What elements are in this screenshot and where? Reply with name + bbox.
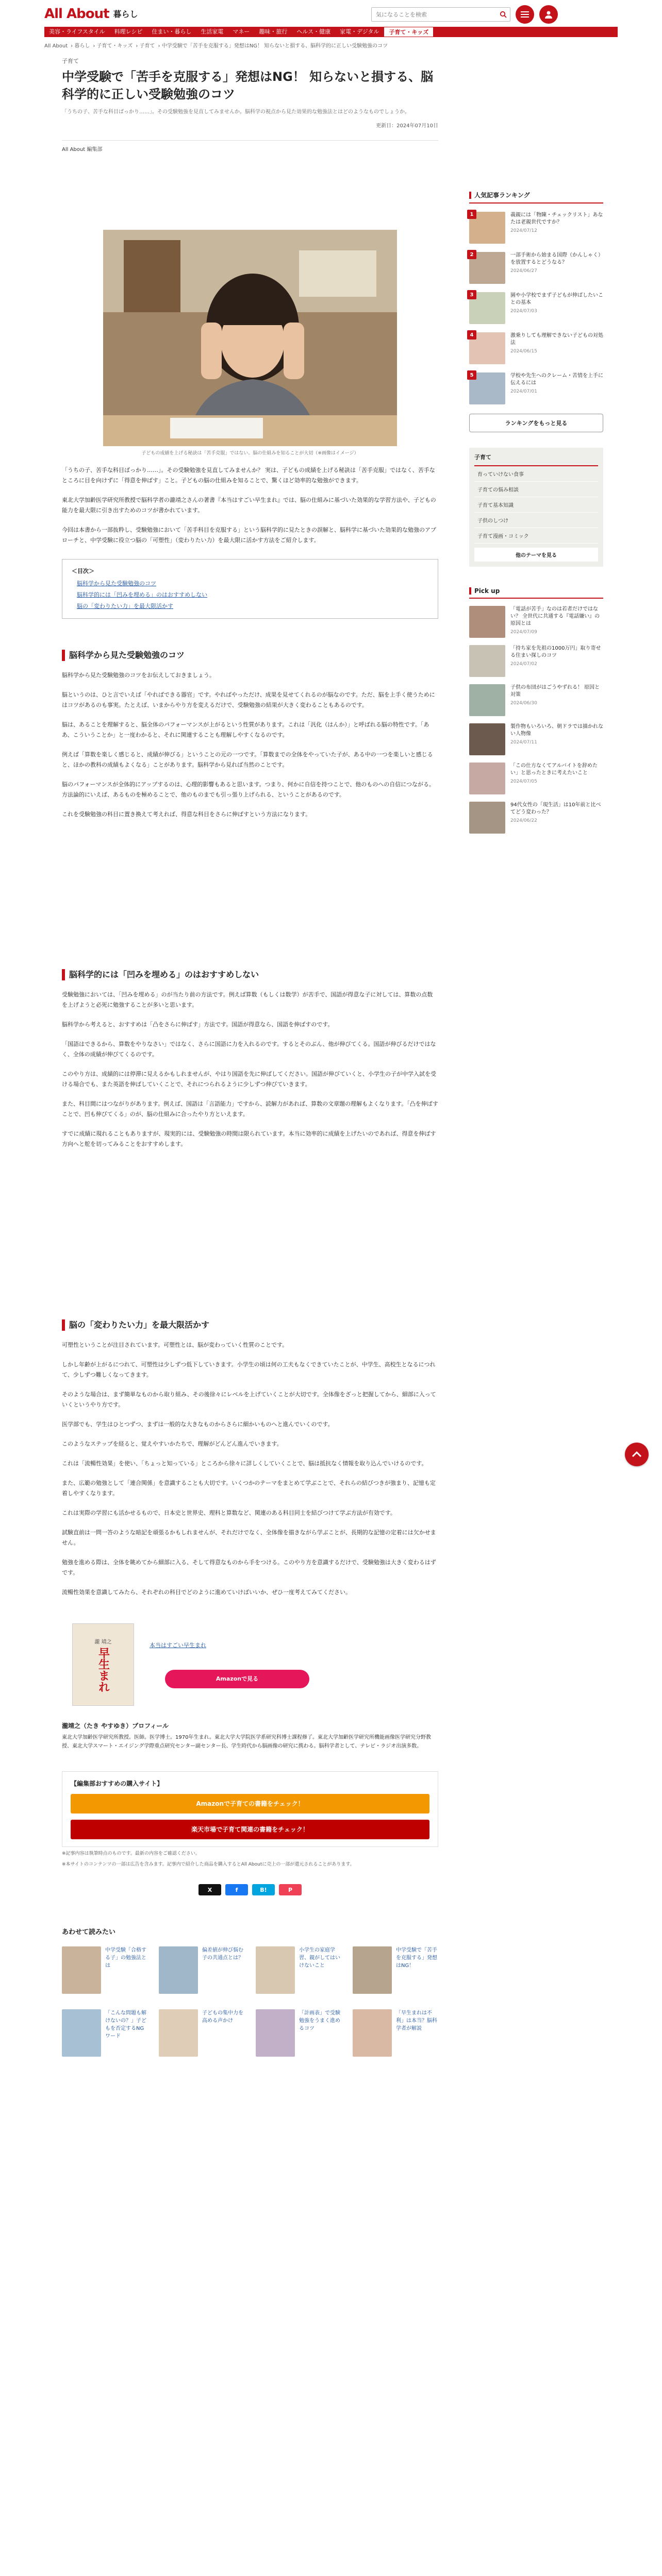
related-item[interactable] — [256, 2009, 341, 2057]
ranking-title[interactable]: 激乗りしても理解できない子どもの対処法 — [510, 333, 603, 346]
brand-name[interactable]: All About — [44, 6, 109, 22]
amazon-view-button[interactable]: Amazonで見る — [165, 1670, 309, 1688]
pickup-item[interactable] — [469, 684, 603, 716]
pickup-section — [469, 587, 603, 834]
pickup-date: 2024/07/09 — [510, 630, 537, 635]
section-1 — [62, 650, 438, 820]
related-title[interactable]: 小学生の家庭学習、親がしてはいけないこと — [299, 1947, 340, 1969]
search-box — [371, 7, 510, 22]
related-title[interactable]: 中学受験で「苦手を克服する」発想はNG！ — [396, 1947, 437, 1969]
breadcrumb-current: 中学受験で「苦手を克服する」発想はNG！ 知らないと損する、脳科学的に正しい受験勉強のコツ — [161, 43, 388, 49]
pickup-title[interactable]: 「この仕方なくてアルバイトを辞めたい」と思ったときに考えたいこと — [510, 763, 598, 776]
article-date: 更新日：2024年07月10日 — [376, 123, 438, 129]
section-paragraph: これを受験勉強の科目に置き換えて考えれば、得意な科目をさらに伸ばすという方法になります。 — [62, 811, 311, 818]
category-item[interactable]: 子育て漫画・コミック — [474, 528, 598, 544]
related-thumbnail — [256, 1946, 295, 1994]
ranking-title[interactable]: 学校や先生へのクレーム・苦情を上手に伝えるには — [510, 373, 603, 386]
toc-item[interactable]: 脳の「変わりたい力」を最大限活かす — [77, 603, 173, 609]
facebook-share-button[interactable]: f — [225, 1884, 248, 1895]
section-paragraph: しかし年齢が上がるにつれて、可塑性は少しずつ低下していきます。小学生の頃は何の工夫もなくできていたことが、中学生、高校生となるにつれて、少しずつ難しくなってきます。 — [62, 1361, 436, 1378]
ranking-date: 2024/06/27 — [510, 268, 537, 274]
breadcrumb-item[interactable]: 子育て・キッズ — [96, 43, 133, 49]
menu-icon — [521, 11, 529, 18]
related-item[interactable] — [62, 2009, 147, 2057]
book-cover[interactable] — [72, 1623, 134, 1706]
section-paragraph: これは「流暢性効果」を使い、「ちょっと知っている」ところから徐々に詳しくしていくことで、脳は抵抗なく情報を取り込んでいけるのです。 — [62, 1460, 427, 1467]
category-more-button[interactable]: 他のテーマを見る — [474, 548, 598, 562]
related-title[interactable]: 子どもの集中力を高める声かけ — [202, 2010, 243, 2024]
category-item[interactable]: 子供のしつけ — [474, 513, 598, 528]
pickup-item[interactable] — [469, 762, 603, 794]
pickup-date: 2024/06/22 — [510, 818, 537, 823]
category-box — [469, 448, 603, 567]
category-item[interactable]: 育っていけない食事 — [474, 466, 598, 482]
profile — [62, 1721, 438, 1751]
ranking-item[interactable] — [469, 212, 603, 244]
nav-item[interactable]: ヘルス・健康 — [296, 28, 331, 35]
x-share-button[interactable]: X — [198, 1884, 221, 1895]
chevron-up-icon — [632, 1451, 642, 1458]
pickup-title[interactable]: 製作物もいろいろ、朝ドラでは描かれない人物像 — [510, 724, 603, 737]
nav-item[interactable]: 料理レシピ — [114, 28, 143, 35]
rank-number: 1 — [467, 210, 476, 219]
pickup-item[interactable] — [469, 802, 603, 834]
related-item[interactable] — [353, 2009, 438, 2057]
menu-button[interactable] — [516, 5, 534, 24]
breadcrumb-item[interactable]: 暮らし — [74, 43, 90, 49]
nav-item[interactable]: 住まい・暮らし — [152, 28, 192, 35]
related-articles — [62, 1926, 438, 2057]
pickup-date: 2024/07/02 — [510, 662, 537, 667]
related-thumbnail — [353, 2009, 392, 2057]
note: ※本サイトのコンテンツの一部は広告を含みます。記事内で紹介した商品を購入するとAll Aboutに売上の一部が還元されることがあります。 — [62, 1862, 355, 1867]
ranking-heading — [469, 191, 603, 204]
section-paragraph: 勉強を進める際は、全体を眺めてから細部に入る、そして得意なものから手をつける。このやり方を意識するだけで、受験勉強は大きく変わるはずです。 — [62, 1559, 436, 1576]
notes — [62, 1850, 438, 1869]
section-paragraph: 脳科学から考えると、おすすめは「凸をさらに伸ばす」方法です。国語が得意なら、国語を伸ばすのです。 — [62, 1021, 334, 1028]
rank-number: 3 — [467, 290, 476, 299]
ranking-heading-text: 人気記事ランキング — [474, 192, 530, 199]
section-paragraph: 脳のパフォーマンスが全体的にアップするのは、心理的影響もあると思います。つまり、何かに自信を持つことで、他のものへの自信につながる。方法論的にいえば、あるものを極めることで、他のものまでも引っ張り上げられる、ということがあるのです。 — [62, 781, 435, 798]
section-paragraph: 「国語はできるから、算数をやりなさい」ではなく、さらに国語に力を入れるのです。するとそのぶん、他が伸びてくる。国語が伸びるだけではなく、全体の成績が伸びてくるのです。 — [62, 1041, 436, 1058]
toc-title: ＜目次＞ — [72, 568, 94, 574]
account-button[interactable] — [539, 5, 558, 24]
pickup-heading — [469, 587, 603, 599]
share-bar — [62, 1884, 438, 1895]
site-header — [0, 0, 662, 41]
pickup-title[interactable]: 子供の布団がはごうやずれる！ 原因と対策 — [510, 685, 600, 698]
book-cover-author: 瀧 靖之 — [94, 1639, 112, 1645]
girl-studying-photo — [103, 230, 397, 446]
hero-caption: 子どもの成績を上げる秘訣は「苦手克服」ではない。脳の仕組みを知ることが大切（※画像はイメージ） — [141, 451, 359, 456]
rakuten-check-button[interactable]: 楽天市場で子育て関連の書籍をチェック！ — [71, 1820, 429, 1839]
ranking-more-button[interactable]: ランキングをもっと見る — [469, 414, 603, 432]
pocket-share-button[interactable]: P — [279, 1884, 302, 1895]
breadcrumb-item[interactable]: All About — [44, 43, 68, 49]
breadcrumb-item[interactable]: 子育て — [139, 43, 155, 49]
pickup-heading-text: Pick up — [474, 587, 500, 595]
book-title-link[interactable]: 本当はすごい早生まれ — [150, 1642, 206, 1649]
category-item[interactable]: 子育て基本知識 — [474, 497, 598, 513]
related-heading: あわせて読みたい — [62, 1928, 116, 1936]
note: ※記事内容は執筆時点のものです。最新の内容をご確認ください。 — [62, 1851, 200, 1856]
related-title[interactable]: 「計画表」で受験勉強をうまく進めるコツ — [299, 2010, 340, 2031]
table-of-contents — [62, 559, 438, 619]
section-paragraph: 可塑性ということが注目されています。可塑性とは、脳が変わっていく性質のことです。 — [62, 1342, 288, 1348]
global-nav — [44, 27, 618, 37]
section-paragraph: このやり方は、成績的には停滞に見えるかもしれませんが、やはり国語を先に伸ばしてください。国語が伸びていくと、小学生の子が中学入試を受ける場合でも、また英語を伸ばしていくことで、それにつられるように少しずつ伸びていきます。 — [62, 1071, 436, 1088]
intro-paragraph: 今回は本書から一部抜粋し、受験勉強において「苦手科目を克服する」という脳科学的に見たときの誤解と、脳科学に基づいた効果的な勉強のアプローチと、中学受験に役立つ脳の「可塑性」（変わりたい力）を最大限に活かす方法をご紹介します。 — [62, 527, 436, 544]
ranking-date: 2024/07/01 — [510, 389, 537, 394]
profile-text: 東北大学加齢医学研究所教授。医師。医学博士。1970年生まれ。東北大学大学院医学系研究科博士課程修了。東北大学加齢医学研究所機能画像医学研究分野教授、東北大学スマート・エイジング学際重点研究センター副センター長、学生時代から脳画像の研究に携わる。脳科学者として、テレビ・ラジオ出演多数。 — [62, 1735, 432, 1749]
breadcrumb: All About › 暮らし › 子育て・キッズ › 子育て › 中学受験で「苦手を克服する」発想はNG！ 知らないと損する、脳科学的に正しい受験勉強のコツ — [44, 43, 388, 49]
section-paragraph: また、広範の勉強として「連合関係」を意識することも大切です。いくつかのテーマをまとめて学ぶことで、それらの結びつきが強まり、記憶も定着しやすくなります。 — [62, 1480, 436, 1497]
heading-bar — [469, 587, 471, 595]
hero-image — [103, 230, 397, 446]
section-heading: 脳科学的には「凹みを埋める」のはおすすめしない — [62, 969, 438, 980]
toc-item[interactable]: 脳科学的には「凹みを埋める」のはおすすめしない — [77, 591, 208, 598]
ranking-date: 2024/07/03 — [510, 309, 537, 314]
related-item[interactable] — [256, 1946, 341, 1994]
ranking-title[interactable]: 園や小学校でまず子どもが伸ばしたいことの基本 — [510, 293, 603, 306]
nav-item-active[interactable]: 子育て・キッズ — [384, 27, 434, 37]
section-heading: 脳の「変わりたい力」を最大限活かす — [62, 1319, 438, 1331]
section-3 — [62, 1319, 438, 1598]
profile-name: 瀧靖之（たき やすゆき）プロフィール — [62, 1722, 169, 1730]
category-item[interactable]: 子育ての悩み相談 — [474, 482, 598, 497]
pickup-title[interactable]: 「電話が苦手」なのは若者だけではない？ 全世代に共通する『電話嫌い』の原因とは — [510, 606, 600, 626]
book-cover-title: 早生まれ — [96, 1647, 110, 1692]
heading-bar — [469, 192, 471, 199]
section-paragraph: 医学部でも、学生はひとつずつ、まずは一般的な大きなものからさらに細かいものへと進んでいくのです。 — [62, 1421, 334, 1428]
nav-item[interactable]: マネー — [233, 28, 250, 35]
toc-item[interactable]: 脳科学から見た受験勉強のコツ — [77, 580, 156, 587]
rank-number: 2 — [467, 250, 476, 259]
related-thumbnail — [62, 2009, 101, 2057]
related-item[interactable] — [159, 1946, 244, 1994]
ranking-date: 2024/07/12 — [510, 228, 537, 233]
book-box — [62, 1618, 438, 1711]
article-lead: 「うちの子、苦手な科目ばっかり……」。その受験勉強を見直してみませんか。脳科学の視点から見た効果的な勉強法とはどのようなものでしょうか。 — [62, 109, 410, 115]
ranking-date: 2024/06/15 — [510, 349, 537, 354]
pickup-item[interactable] — [469, 606, 603, 638]
ranking-item[interactable] — [469, 332, 603, 364]
related-thumbnail — [159, 1946, 198, 1994]
section-paragraph: 脳というのは、ひと言でいえば「やればできる器官」です。やればやっただけ、成果を見せてくれるのが脳なのです。ただ、脳を上手く使うためにはコツがあるのも事実。たとえば、いまからやり方を変えるだけで、受験勉強の結果が大きく変わることもあるのです。 — [62, 691, 435, 708]
related-thumbnail — [159, 2009, 198, 2057]
related-title[interactable]: 偏差値が伸び悩む子の共通点とは？ — [202, 1947, 243, 1961]
related-item[interactable] — [62, 1946, 147, 1994]
scroll-top-button[interactable] — [625, 1443, 649, 1466]
sidebar — [469, 191, 603, 834]
article — [62, 57, 438, 2057]
rank-number: 5 — [467, 370, 476, 380]
ranking-item[interactable] — [469, 292, 603, 324]
pickup-title[interactable]: 94代女性の「現生活」は10年前と比べてどう変わった？ — [510, 802, 601, 815]
pickup-date: 2024/07/05 — [510, 779, 537, 784]
section-paragraph: 例えば「算数を楽しく感じると、成績が伸びる」ということの元の一つです。「算数までの全体をやっていた子が、ある中の一つを楽しいと感じると、ほかの教科の成績もよくなる」ことがあります。脳科学から見れば当然のことです。 — [62, 751, 433, 768]
nav-item[interactable]: 家電・デジタル — [340, 28, 379, 35]
section-paragraph: 脳科学から見た受験勉強のコツをお伝えしておきましょう。 — [62, 672, 215, 679]
section-paragraph: すでに成績に現れることもありますが、現実的には、受験勉強の時間は限られています。本当に効率的に成績を上げたいのであれば、得意を伸ばす方向へと舵を切ってみることをおすすめします。 — [62, 1130, 436, 1147]
pickup-date: 2024/06/30 — [510, 701, 537, 706]
intro-paragraph: 東北大学加齢医学研究所教授で脳科学者の瀧靖之さんの著書『本当はすごい早生まれ』では、脳の仕組みに基づいた効果的な学習方法や、子どもの能力を最大限に引き出すためのコツが書かれています。 — [62, 497, 436, 514]
pickup-thumbnail — [469, 762, 505, 794]
recommend-title: 【編集部おすすめの購入サイト】 — [71, 1780, 163, 1787]
related-title[interactable]: 「こんな問題も解けないの？」子どもを否定するNGワード — [105, 2010, 146, 2039]
logo[interactable] — [44, 4, 138, 22]
pickup-item[interactable] — [469, 645, 603, 677]
section-paragraph: また、科目間にはつながりがあります。例えば、国語は「言語能力」ですから、読解力があれば、算数の文章題の理解もよくなります。「凸を伸ばすことで、凹も伸びてくる」のが、脳の仕組みに合ったやり方といえます。 — [62, 1100, 438, 1117]
search-icon — [500, 11, 507, 18]
section-paragraph: 流暢性効果を意識してみたら、それぞれの科目でどのように進めていけばいいか、ぜひ一度考えてみてください。 — [62, 1589, 351, 1596]
section-2 — [62, 969, 438, 1149]
pickup-title[interactable]: 「持ち家を先祖の1000万円」取り寄せる住まい探しのコツ — [510, 646, 601, 658]
intro-paragraph: 「うちの子、苦手な科目ばっかり……」。その受験勉強を見直してみませんか？ 実は、子どもの成績を上げる秘訣は「苦手克服」ではなく、苦手なところに目を向けずに「得意を伸ばす」こと。子どもの脳の仕組みを知ることで、驚くほど効率的な勉強ができます。 — [62, 467, 435, 484]
nav-item[interactable]: 生活家電 — [201, 28, 224, 35]
pickup-item[interactable] — [469, 723, 603, 755]
section-name[interactable]: 暮らし — [113, 9, 138, 19]
ranking-item[interactable] — [469, 372, 603, 404]
pickup-thumbnail — [469, 723, 505, 755]
rank-number: 4 — [467, 330, 476, 340]
amazon-check-button[interactable]: Amazonで子育ての書籍をチェック！ — [71, 1794, 429, 1814]
section-paragraph: 試験直前は一問一答のような暗記を頑張るかもしれませんが、それだけでなく、全体像を描きながら学ぶことが、長期的な記憶の定着には欠かせません。 — [62, 1529, 436, 1546]
section-paragraph: 脳は、あることを理解すると、脳全体のパフォーマンスが上がるという性質があります。これは「汎化（はんか）」と呼ばれる脳の特性です。「ああ、こういうことか」と一度わかると、それに関連することも理解しやすくなるのです。 — [62, 721, 429, 738]
pickup-thumbnail — [469, 802, 505, 834]
pickup-thumbnail — [469, 684, 505, 716]
related-title[interactable]: 「早生まれは不利」は本当？脳科学者が解説 — [396, 2010, 437, 2031]
nav-item[interactable]: 美容・ライフスタイル — [49, 28, 105, 35]
section-heading: 脳科学から見た受験勉強のコツ — [62, 650, 438, 661]
related-thumbnail — [353, 1946, 392, 1994]
article-author[interactable]: All About 編集部 — [62, 140, 438, 152]
section-paragraph: そのような場合は、まず簡単なものから取り組み、その後徐々にレベルを上げていくことが大切です。全体像をざっと把握してから、細部に入っていくというやり方です。 — [62, 1391, 436, 1408]
section-paragraph: 受験勉強においては、「凹みを埋める」のが当たり前の方法です。例えば算数（もしくは数学）が苦手で、国語が得意な子に対しては、算数の点数を上げようと必死に勉強することが多いと思います。 — [62, 991, 433, 1008]
ranking-title[interactable]: 一部手術から始まる国際（かんしゃく）を放置するとどうなる？ — [510, 252, 603, 265]
related-thumbnail — [256, 2009, 295, 2057]
search-button[interactable] — [496, 8, 510, 21]
pickup-thumbnail — [469, 645, 505, 677]
related-item[interactable] — [159, 2009, 244, 2057]
search-input[interactable] — [372, 8, 496, 21]
pickup-date: 2024/07/11 — [510, 740, 537, 745]
ranking-item[interactable] — [469, 252, 603, 284]
related-thumbnail — [62, 1946, 101, 1994]
user-icon — [544, 10, 553, 19]
article-title: 中学受験で「苦手を克服する」発想はNG！ 知らないと損する、脳科学的に正しい受験勉強のコツ — [62, 70, 434, 101]
ranking-title[interactable]: 義親には「物陳・チェックリスト」あなたは老親世代ですか？ — [510, 212, 603, 225]
related-title[interactable]: 中学受験「合格する子」の勉強法とは — [105, 1947, 146, 1969]
hatena-share-button[interactable]: B! — [252, 1884, 275, 1895]
section-paragraph: これは実際の学習にも活かせるもので、日本史と世界史、理科と算数など、関連のある科目同士を結びつけて学ぶ方法が有効です。 — [62, 1510, 396, 1516]
pickup-thumbnail — [469, 606, 505, 638]
recommend-box — [62, 1771, 438, 1847]
article-category[interactable]: 子育て — [62, 58, 79, 64]
section-paragraph: このようなステップを経ると、覚えやすいかたちで、理解がどんどん進んでいきます。 — [62, 1440, 283, 1447]
category-heading: 子育て — [474, 453, 598, 466]
nav-item[interactable]: 趣味・旅行 — [259, 28, 288, 35]
related-item[interactable] — [353, 1946, 438, 1994]
